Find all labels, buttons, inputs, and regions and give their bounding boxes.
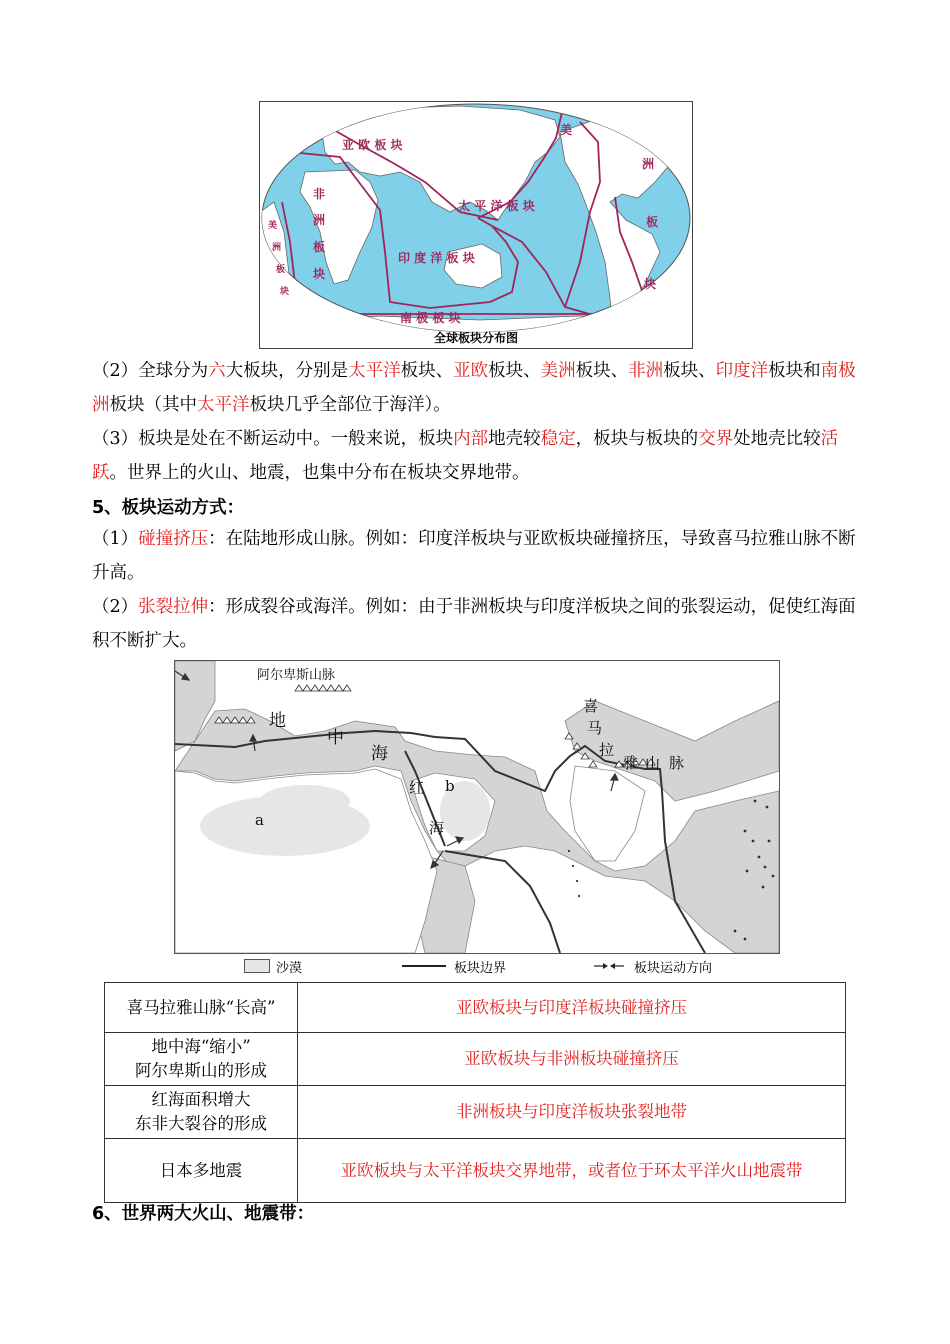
text: 板块和: [768, 361, 821, 381]
table-row: [105, 1086, 846, 1139]
text: ：形成裂谷或海洋。例如：由于非洲板块与印度洋板块之间的张裂运动，促使红海面积不断扩大。: [92, 597, 856, 651]
plate-map-graphic: [260, 102, 692, 348]
table-cell-cause: 亚欧板块与印度洋板块碰撞挤压: [298, 983, 846, 1033]
key-term: 稳定: [540, 429, 576, 449]
label-america-left-1: 美: [268, 221, 278, 231]
key-term: 亚欧: [453, 361, 489, 381]
label-med-2: 中: [327, 728, 344, 748]
motion-arrows-icon: [592, 960, 626, 972]
label-himalaya-1: 喜: [583, 697, 599, 715]
section-heading-5: 5、板块运动方式：: [92, 498, 245, 518]
regional-plate-map: [174, 660, 780, 954]
table-row: [105, 1139, 846, 1203]
label-indo: 印 度 洋 板 块: [398, 251, 475, 265]
table-cell-cause: 亚欧板块与太平洋板块交界地带，或者位于环太平洋火山地震带: [298, 1139, 846, 1203]
label-america-left-4: 块: [280, 287, 290, 297]
legend-motion: 板块运动方向: [634, 961, 713, 976]
paragraph-plate-motion: [92, 422, 867, 490]
label-antarctic: 南 极 板 块: [400, 311, 461, 325]
label-africa-2: 洲: [313, 213, 326, 227]
map-caption: 全球板块分布图: [433, 331, 518, 345]
paragraph-six-plates: [92, 354, 867, 422]
label-med-1: 地: [269, 711, 286, 731]
plate-map: [259, 101, 693, 349]
label-america-4: 块: [644, 277, 657, 291]
label-b: b: [445, 777, 455, 795]
label-america-1: 美: [560, 123, 573, 137]
label-a: a: [255, 811, 264, 829]
boundary-line-icon: [402, 964, 446, 968]
table-cell-phenomenon: 日本多地震: [105, 1139, 298, 1203]
desert-swatch-icon: [244, 959, 270, 973]
text: 板块、: [488, 361, 541, 381]
label-himalaya-3: 拉: [599, 741, 615, 759]
regional-map-graphic: [175, 661, 779, 953]
examples-table: [104, 982, 846, 1203]
text: 大板块，分别是: [225, 361, 349, 381]
legend-boundary: 板块边界: [454, 961, 507, 976]
text: 板块、: [400, 361, 454, 381]
text: 板块几乎全部位于海洋）。: [249, 395, 451, 415]
key-term: 印度洋: [715, 361, 769, 381]
table-cell-phenomenon: 地中海“缩小” 阿尔卑斯山的形成: [105, 1033, 298, 1086]
key-term: 非洲: [628, 361, 664, 381]
legend-desert: 沙漠: [276, 961, 303, 976]
label-africa-3: 板: [313, 240, 326, 254]
key-term: 碰撞挤压: [138, 529, 209, 549]
table-row: [105, 983, 846, 1033]
table-cell-cause: 亚欧板块与非洲板块碰撞挤压: [298, 1033, 846, 1086]
label-himalaya-6: 脉: [669, 754, 685, 772]
key-term: 内部: [453, 429, 489, 449]
label-africa-4: 块: [313, 267, 326, 281]
text: 板块、: [575, 361, 629, 381]
key-term: 张裂拉伸: [138, 597, 209, 617]
key-term: 交界: [698, 429, 734, 449]
label-redsea-2: 海: [429, 819, 445, 837]
text: ：在陆地形成山脉。例如：印度洋板块与亚欧板块碰撞挤压，导致喜马拉雅山脉不断升高。: [92, 529, 856, 583]
label-pacific: 太 平 洋 板 块: [458, 199, 535, 213]
label-america-left-3: 板: [276, 265, 286, 275]
text: ，板块与板块的: [575, 429, 699, 449]
label-america-left-2: 洲: [272, 243, 282, 253]
key-term: 太平洋: [348, 361, 401, 381]
label-med-3: 海: [371, 744, 388, 764]
text: （2）: [92, 597, 139, 617]
key-term: 太平洋: [197, 395, 250, 415]
table-cell-cause: 非洲板块与印度洋板块张裂地带: [298, 1086, 846, 1139]
text: （1）: [92, 529, 139, 549]
text: 处地壳比较: [733, 429, 821, 449]
text: （2）全球分为: [92, 361, 209, 381]
key-term: 美洲: [540, 361, 576, 381]
table-cell-phenomenon: 红海面积增大 东非大裂谷的形成: [105, 1086, 298, 1139]
label-himalaya-5: 山: [645, 754, 661, 772]
text: 板块（其中: [109, 395, 197, 415]
item-rifting: [92, 590, 867, 658]
label-america-3: 板: [646, 215, 659, 229]
key-term: 六: [208, 361, 226, 381]
examples-table-body: [105, 983, 846, 1203]
table-row: [105, 1033, 846, 1086]
item-collision: [92, 522, 867, 590]
text: 。世界上的火山、地震，也集中分布在板块交界地带。: [109, 463, 530, 483]
key-term: 南极洲: [92, 361, 856, 415]
map-legend: [244, 956, 744, 976]
label-alps: 阿尔卑斯山脉: [257, 668, 336, 683]
key-term: 活跃: [92, 429, 839, 483]
label-redsea-1: 红: [409, 779, 425, 797]
text: 板块、: [663, 361, 716, 381]
label-himalaya-4: 雅: [623, 754, 639, 772]
section-heading-6: 6、世界两大火山、地震带：: [92, 1204, 315, 1224]
label-america-2: 洲: [642, 157, 655, 171]
label-eurasia: 亚 欧 板 块: [342, 138, 403, 152]
table-cell-phenomenon: 喜马拉雅山脉“长高”: [105, 983, 298, 1033]
label-africa-1: 非: [313, 187, 326, 201]
label-himalaya-2: 马: [587, 719, 603, 737]
text: 地壳较: [488, 429, 541, 449]
text: （3）板块是处在不断运动中。一般来说，板块: [92, 429, 454, 449]
